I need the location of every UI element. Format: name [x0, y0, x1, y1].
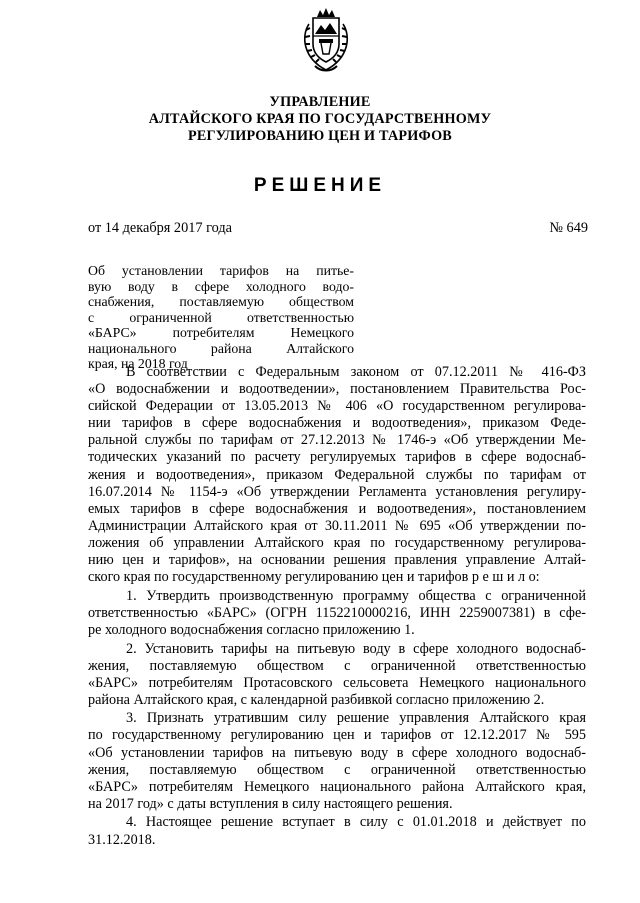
clause-3-paragraph [88, 710, 586, 813]
body-line: Администрации Алтайского края от 30.11.2011 № 695 «Об утверждении по- [88, 517, 586, 534]
header-line-1: УПРАВЛЕНИЕ [269, 94, 371, 110]
document-number: № 649 [549, 220, 588, 236]
body-line: «Об установлении тарифов на питьевую воду в сфере холодного водоснаб- [88, 744, 586, 761]
subject-line: края, на 2018 год [88, 356, 188, 371]
body-line: жения и водоотведения», приказом Федеральной службы по тарифам от [88, 466, 586, 483]
body-line: ральной службы по тарифам от 27.12.2013 № 1746-э «Об утверждении Ме- [88, 432, 586, 449]
body-line: ответственностью «БАРС» (ОГРН 1152210000216, ИНН 2259007381) в сфе- [88, 604, 586, 621]
altai-krai-coat-of-arms [299, 6, 353, 74]
subject-line: снабжения, поставляемую обществом [88, 294, 354, 309]
header-line-3: РЕГУЛИРОВАНИЮ ЦЕН И ТАРИФОВ [188, 128, 452, 144]
body-line: «БАРС» потребителям Протасовского сельсовета Немецкого национального [88, 674, 586, 691]
body-line: тодических указаний по расчету регулируемых тарифов в сфере водоснаб- [88, 449, 586, 466]
body-line: 16.07.2014 № 1154-э «Об утверждении Регламента установления регулиру- [88, 483, 586, 500]
document-title: РЕШЕНИЕ [253, 175, 387, 196]
body-line: жения, поставляемую обществом с ограниченной ответственностью [88, 761, 586, 778]
document-date: от 14 декабря 2017 года [88, 220, 232, 236]
body-line: нии тарифов в сфере водоснабжения и водоотведения», приказом Феде- [88, 415, 586, 432]
body-line: жения, поставляемую обществом с ограниченной ответственностью [88, 657, 586, 674]
issuing-authority-header [0, 94, 640, 145]
body-line: 1. Утвердить производственную программу общества с ограниченной [126, 587, 586, 604]
body-line: В соответствии с Федеральным законом от 07.12.2011 № 416-ФЗ [126, 364, 586, 380]
coat-of-arms-icon [299, 6, 353, 74]
clause-2-paragraph [88, 641, 586, 709]
body-line: 31.12.2018. [88, 831, 156, 848]
preamble-paragraph [88, 364, 586, 586]
body-line: ложения об управлении Алтайского края по государственному регулирова- [88, 534, 586, 551]
body-line: 2. Установить тарифы на питьевую воду в сфере холодного водоснаб- [126, 640, 586, 657]
clause-4-paragraph [88, 814, 586, 848]
subject-line: с ограниченной ответственностью [88, 309, 354, 325]
body-line: по государственному регулированию цен и тарифов от 12.12.2017 № 595 [88, 727, 586, 744]
subject-line: национального района Алтайского [88, 340, 354, 356]
body-line: 3. Признать утратившим силу решение управления Алтайского края [126, 710, 586, 727]
body-line: емых тарифов в сфере водоснабжения и водоотведения», постановлением [88, 500, 586, 517]
subject-line: Об установлении тарифов на питье- [88, 263, 354, 278]
body-line: ре холодного водоснабжения согласно приложению 1. [88, 621, 415, 638]
header-line-2: АЛТАЙСКОГО КРАЯ ПО ГОСУДАРСТВЕННОМУ [148, 111, 492, 127]
subject-line: вую воду в сфере холодного водо- [88, 278, 354, 294]
body-line: «О водоснабжении и водоотведении», постановлением Правительства Рос- [88, 381, 586, 398]
body-line: сийской Федерации от 13.05.2013 № 406 «О государственном регулирова- [88, 398, 586, 415]
body-line: «БАРС» потребителям Немецкого национального района Алтайского края, [88, 778, 586, 795]
body-line: ского края по государственному регулированию цен и тарифов р е ш и л о: [88, 569, 540, 586]
body-line: района Алтайского края, с календарной разбивкой согласно приложению 2. [88, 691, 545, 708]
body-line: нию цен и тарифов», на основании решения правления управление Алтай- [88, 552, 586, 569]
body-line: на 2017 год» с даты вступления в силу настоящего решения. [88, 795, 453, 812]
clause-1-paragraph [88, 588, 586, 639]
document-body [88, 364, 586, 850]
subject-line: «БАРС» потребителям Немецкого [88, 325, 354, 340]
document-subject [88, 263, 354, 372]
body-line: 4. Настоящее решение вступает в силу с 01.01.2018 и действует по [126, 814, 586, 831]
